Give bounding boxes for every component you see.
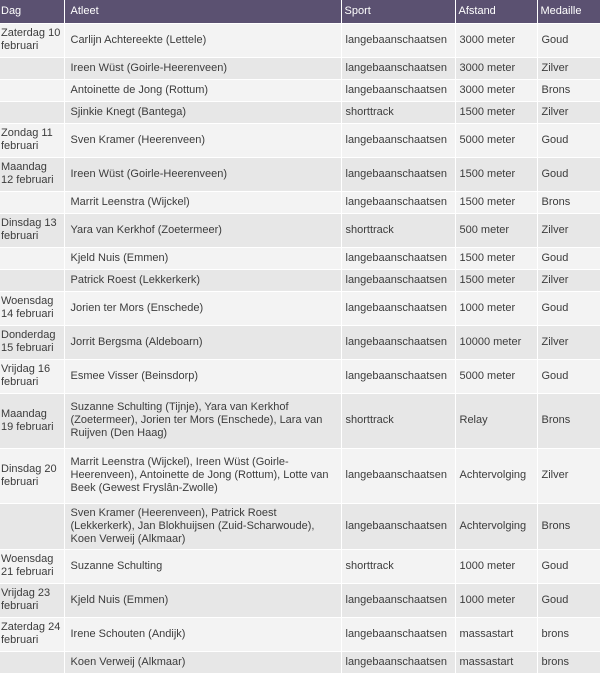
- cell-medaille: brons: [537, 651, 600, 673]
- cell-atleet: Suzanne Schulting (Tijnje), Yara van Kerkhof (Zoetermeer), Jorien ter Mors (Enschede), Lara van Ruijven (Den Haag): [64, 393, 341, 448]
- cell-medaille: Brons: [537, 191, 600, 213]
- cell-afstand: 1500 meter: [455, 101, 537, 123]
- cell-afstand: 5000 meter: [455, 123, 537, 157]
- table-row: [0, 191, 600, 213]
- cell-medaille: Brons: [537, 503, 600, 549]
- cell-sport: langebaanschaatsen: [341, 191, 455, 213]
- cell-afstand: Achtervolging: [455, 503, 537, 549]
- cell-medaille: Zilver: [537, 101, 600, 123]
- table-row: [0, 448, 600, 503]
- table-row: [0, 617, 600, 651]
- table-row: [0, 79, 600, 101]
- cell-dag: Donderdag 15 februari: [0, 325, 64, 359]
- table-row: [0, 247, 600, 269]
- cell-sport: shorttrack: [341, 101, 455, 123]
- cell-sport: langebaanschaatsen: [341, 57, 455, 79]
- cell-medaille: Goud: [537, 583, 600, 617]
- cell-sport: langebaanschaatsen: [341, 291, 455, 325]
- cell-atleet: Antoinette de Jong (Rottum): [64, 79, 341, 101]
- cell-afstand: 1500 meter: [455, 157, 537, 191]
- table-row: [0, 23, 600, 57]
- cell-medaille: Goud: [537, 359, 600, 393]
- cell-medaille: Goud: [537, 123, 600, 157]
- cell-sport: shorttrack: [341, 393, 455, 448]
- cell-afstand: 3000 meter: [455, 57, 537, 79]
- cell-sport: langebaanschaatsen: [341, 157, 455, 191]
- cell-dag: [0, 191, 64, 213]
- cell-afstand: 1000 meter: [455, 291, 537, 325]
- cell-atleet: Jorien ter Mors (Enschede): [64, 291, 341, 325]
- cell-atleet: Sjinkie Knegt (Bantega): [64, 101, 341, 123]
- cell-afstand: 1000 meter: [455, 549, 537, 583]
- cell-medaille: Goud: [537, 549, 600, 583]
- cell-dag: Maandag 19 februari: [0, 393, 64, 448]
- cell-medaille: Zilver: [537, 213, 600, 247]
- cell-sport: shorttrack: [341, 213, 455, 247]
- cell-afstand: 1000 meter: [455, 583, 537, 617]
- table-row: [0, 101, 600, 123]
- cell-dag: Vrijdag 23 februari: [0, 583, 64, 617]
- cell-afstand: 1500 meter: [455, 269, 537, 291]
- column-header-dag: Dag: [1, 5, 22, 18]
- cell-dag: Dinsdag 13 februari: [0, 213, 64, 247]
- cell-medaille: Goud: [537, 157, 600, 191]
- cell-medaille: Zilver: [537, 448, 600, 503]
- cell-sport: langebaanschaatsen: [341, 79, 455, 101]
- cell-afstand: Achtervolging: [455, 448, 537, 503]
- cell-medaille: Brons: [537, 393, 600, 448]
- cell-atleet: Patrick Roest (Lekkerkerk): [64, 269, 341, 291]
- cell-atleet: Carlijn Achtereekte (Lettele): [64, 23, 341, 57]
- cell-medaille: brons: [537, 617, 600, 651]
- table-row: [0, 157, 600, 191]
- cell-medaille: Zilver: [537, 57, 600, 79]
- cell-medaille: Goud: [537, 247, 600, 269]
- table-row: [0, 123, 600, 157]
- cell-atleet: Ireen Wüst (Goirle-Heerenveen): [64, 57, 341, 79]
- cell-afstand: 3000 meter: [455, 79, 537, 101]
- cell-afstand: 500 meter: [455, 213, 537, 247]
- cell-dag: [0, 651, 64, 673]
- cell-sport: langebaanschaatsen: [341, 617, 455, 651]
- table-row: [0, 503, 600, 549]
- cell-dag: Vrijdag 16 februari: [0, 359, 64, 393]
- cell-atleet: Sven Kramer (Heerenveen), Patrick Roest (Lekkerkerk), Jan Blokhuijsen (Zuid-Scharwoude), Koen Verweij (Alkmaar): [64, 503, 341, 549]
- table-row: [0, 583, 600, 617]
- cell-sport: langebaanschaatsen: [341, 583, 455, 617]
- table-row: [0, 359, 600, 393]
- cell-dag: Zaterdag 24 februari: [0, 617, 64, 651]
- cell-medaille: Brons: [537, 79, 600, 101]
- column-header-atleet: Atleet: [64, 0, 341, 23]
- cell-dag: Dinsdag 20 februari: [0, 448, 64, 503]
- column-header-sport: Sport: [341, 0, 455, 23]
- cell-dag: Maandag 12 februari: [0, 157, 64, 191]
- cell-sport: shorttrack: [341, 549, 455, 583]
- table-row: [0, 651, 600, 673]
- cell-dag: [0, 57, 64, 79]
- cell-atleet: Kjeld Nuis (Emmen): [64, 583, 341, 617]
- cell-sport: langebaanschaatsen: [341, 359, 455, 393]
- cell-medaille: Goud: [537, 291, 600, 325]
- cell-dag: [0, 79, 64, 101]
- cell-sport: langebaanschaatsen: [341, 23, 455, 57]
- cell-atleet: Marrit Leenstra (Wijckel), Ireen Wüst (Goirle-Heerenveen), Antoinette de Jong (Rottum), Lotte van Beek (Gewest Fryslân-Zwolle): [64, 448, 341, 503]
- cell-atleet: Esmee Visser (Beinsdorp): [64, 359, 341, 393]
- column-header-afstand: Afstand: [455, 0, 537, 23]
- cell-dag: [0, 269, 64, 291]
- cell-atleet: Ireen Wüst (Goirle-Heerenveen): [64, 157, 341, 191]
- cell-medaille: Goud: [537, 23, 600, 57]
- cell-atleet: Irene Schouten (Andijk): [64, 617, 341, 651]
- cell-afstand: 3000 meter: [455, 23, 537, 57]
- cell-sport: langebaanschaatsen: [341, 325, 455, 359]
- cell-dag: Woensdag 21 februari: [0, 549, 64, 583]
- cell-atleet: Suzanne Schulting: [64, 549, 341, 583]
- cell-afstand: Relay: [455, 393, 537, 448]
- cell-atleet: Koen Verweij (Alkmaar): [64, 651, 341, 673]
- cell-dag: [0, 247, 64, 269]
- cell-atleet: Jorrit Bergsma (Aldeboarn): [64, 325, 341, 359]
- cell-afstand: 5000 meter: [455, 359, 537, 393]
- cell-afstand: 1500 meter: [455, 191, 537, 213]
- table-row: [0, 393, 600, 448]
- cell-sport: langebaanschaatsen: [341, 448, 455, 503]
- table-row: [0, 549, 600, 583]
- table-row: [0, 213, 600, 247]
- cell-afstand: massastart: [455, 617, 537, 651]
- cell-sport: langebaanschaatsen: [341, 247, 455, 269]
- cell-atleet: Sven Kramer (Heerenveen): [64, 123, 341, 157]
- cell-sport: langebaanschaatsen: [341, 503, 455, 549]
- table-header-row: [0, 0, 600, 23]
- cell-dag: [0, 503, 64, 549]
- cell-atleet: Marrit Leenstra (Wijckel): [64, 191, 341, 213]
- table-row: [0, 291, 600, 325]
- cell-medaille: Zilver: [537, 269, 600, 291]
- cell-sport: langebaanschaatsen: [341, 651, 455, 673]
- cell-dag: [0, 101, 64, 123]
- cell-afstand: 1500 meter: [455, 247, 537, 269]
- cell-afstand: 10000 meter: [455, 325, 537, 359]
- table-row: [0, 57, 600, 79]
- cell-sport: langebaanschaatsen: [341, 123, 455, 157]
- cell-dag: Zondag 11 februari: [0, 123, 64, 157]
- cell-dag: Zaterdag 10 februari: [0, 23, 64, 57]
- column-header-medaille: Medaille: [537, 0, 600, 23]
- cell-dag: Woensdag 14 februari: [0, 291, 64, 325]
- cell-atleet: Kjeld Nuis (Emmen): [64, 247, 341, 269]
- cell-afstand: massastart: [455, 651, 537, 673]
- table-body: [0, 23, 600, 673]
- cell-medaille: Zilver: [537, 325, 600, 359]
- cell-atleet: Yara van Kerkhof (Zoetermeer): [64, 213, 341, 247]
- cell-sport: langebaanschaatsen: [341, 269, 455, 291]
- table-row: [0, 325, 600, 359]
- table-row: [0, 269, 600, 291]
